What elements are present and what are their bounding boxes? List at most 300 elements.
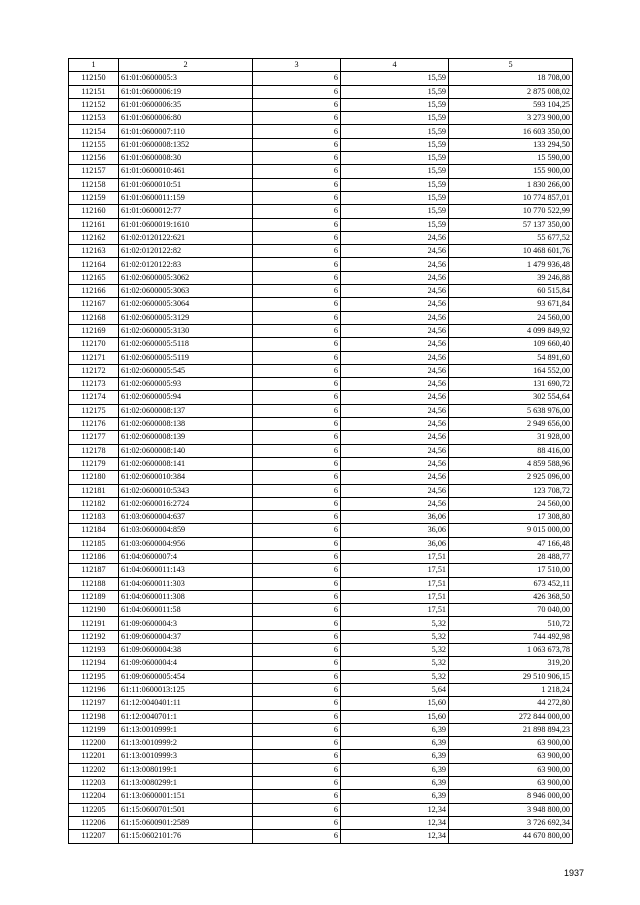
table-cell-col1: 112151: [69, 85, 119, 98]
table-row: [69, 218, 573, 231]
table-cell-col2: 61:02:0600005:545: [119, 364, 253, 377]
table-cell-col4: 24,56: [341, 418, 449, 431]
table-cell-col5: 1 479 936,48: [449, 258, 573, 271]
table-cell-col3: 6: [253, 511, 341, 524]
table-cell-col4: 24,56: [341, 431, 449, 444]
table-cell-col2: 61:09:0600004:38: [119, 644, 253, 657]
table-cell-col1: 112174: [69, 391, 119, 404]
table-cell-col2: 61:02:0600008:138: [119, 418, 253, 431]
table-cell-col2: 61:12:0040401:11: [119, 697, 253, 710]
table-row: [69, 351, 573, 364]
table-row: [69, 484, 573, 497]
table-cell-col5: 10 468 601,76: [449, 245, 573, 258]
table-cell-col5: 510,72: [449, 617, 573, 630]
table-row: [69, 258, 573, 271]
table-cell-col4: 24,56: [341, 298, 449, 311]
table-cell-col3: 6: [253, 205, 341, 218]
table-cell-col2: 61:01:0600019:1610: [119, 218, 253, 231]
table-cell-col3: 6: [253, 338, 341, 351]
table-cell-col5: 44 272,80: [449, 697, 573, 710]
table-cell-col5: 3 948 800,00: [449, 803, 573, 816]
table-row: [69, 125, 573, 138]
table-cell-col4: 5,32: [341, 630, 449, 643]
table-cell-col1: 112179: [69, 457, 119, 470]
table-row: [69, 777, 573, 790]
table-cell-col1: 112167: [69, 298, 119, 311]
column-header-1: 1: [69, 59, 119, 72]
table-cell-col5: 426 368,50: [449, 590, 573, 603]
table-cell-col4: 24,56: [341, 258, 449, 271]
table-cell-col4: 15,60: [341, 710, 449, 723]
table-row: [69, 98, 573, 111]
table-cell-col2: 61:13:0600001:151: [119, 790, 253, 803]
table-cell-col5: 673 452,11: [449, 577, 573, 590]
table-cell-col4: 15,59: [341, 138, 449, 151]
table-cell-col1: 112187: [69, 564, 119, 577]
table-cell-col5: 17 510,00: [449, 564, 573, 577]
table-cell-col2: 61:09:0600004:3: [119, 617, 253, 630]
table-cell-col3: 6: [253, 152, 341, 165]
table-cell-col5: 28 488,77: [449, 550, 573, 563]
table-cell-col1: 112191: [69, 617, 119, 630]
table-cell-col4: 24,56: [341, 351, 449, 364]
table-cell-col4: 5,32: [341, 617, 449, 630]
table-cell-col5: 63 900,00: [449, 763, 573, 776]
table-row: [69, 537, 573, 550]
table-cell-col2: 61:02:0600005:3064: [119, 298, 253, 311]
table-cell-col2: 61:04:0600007:4: [119, 550, 253, 563]
table-row: [69, 72, 573, 85]
table-cell-col5: 2 875 008,02: [449, 85, 573, 98]
table-cell-col1: 112175: [69, 404, 119, 417]
table-cell-col5: 10 770 522,99: [449, 205, 573, 218]
table-cell-col3: 6: [253, 457, 341, 470]
table-cell-col2: 61:02:0600016:2724: [119, 497, 253, 510]
table-cell-col2: 61:09:0600005:454: [119, 670, 253, 683]
table-cell-col5: 4 859 588,96: [449, 457, 573, 470]
table-cell-col3: 6: [253, 85, 341, 98]
table-cell-col2: 61:13:0080299:1: [119, 777, 253, 790]
table-cell-col5: 29 510 906,15: [449, 670, 573, 683]
table-cell-col1: 112154: [69, 125, 119, 138]
table-cell-col3: 6: [253, 564, 341, 577]
table-cell-col5: 54 891,60: [449, 351, 573, 364]
table-cell-col1: 112190: [69, 604, 119, 617]
table-cell-col5: 63 900,00: [449, 777, 573, 790]
table-cell-col1: 112177: [69, 431, 119, 444]
table-cell-col3: 6: [253, 737, 341, 750]
table-cell-col4: 12,34: [341, 830, 449, 843]
table-cell-col3: 6: [253, 98, 341, 111]
table-cell-col4: 36,06: [341, 511, 449, 524]
table-cell-col4: 6,39: [341, 750, 449, 763]
table-cell-col3: 6: [253, 112, 341, 125]
table-cell-col1: 112207: [69, 830, 119, 843]
table-cell-col3: 6: [253, 710, 341, 723]
table-cell-col1: 112150: [69, 72, 119, 85]
table-row: [69, 564, 573, 577]
table-row: [69, 670, 573, 683]
table-cell-col1: 112192: [69, 630, 119, 643]
table-cell-col3: 6: [253, 311, 341, 324]
table-cell-col1: 112201: [69, 750, 119, 763]
table-row: [69, 683, 573, 696]
table-cell-col3: 6: [253, 524, 341, 537]
table-cell-col2: 61:02:0600005:3062: [119, 271, 253, 284]
table-cell-col1: 112161: [69, 218, 119, 231]
table-cell-col2: 61:04:0600011:58: [119, 604, 253, 617]
table-cell-col2: 61:02:0120122:82: [119, 245, 253, 258]
table-cell-col3: 6: [253, 550, 341, 563]
table-cell-col5: 272 844 000,00: [449, 710, 573, 723]
table-cell-col2: 61:03:0600004:637: [119, 511, 253, 524]
table-cell-col5: 63 900,00: [449, 750, 573, 763]
table-cell-col2: 61:11:0600013:125: [119, 683, 253, 696]
table-cell-col3: 6: [253, 218, 341, 231]
table-cell-col2: 61:03:0600004:956: [119, 537, 253, 550]
table-cell-col4: 24,56: [341, 391, 449, 404]
table-row: [69, 657, 573, 670]
table-cell-col1: 112165: [69, 271, 119, 284]
table-cell-col5: 133 294,50: [449, 138, 573, 151]
table-cell-col1: 112200: [69, 737, 119, 750]
table-cell-col4: 24,56: [341, 285, 449, 298]
table-cell-col5: 15 590,00: [449, 152, 573, 165]
table-cell-col4: 24,56: [341, 338, 449, 351]
table-cell-col2: 61:02:0120122:621: [119, 231, 253, 244]
table-row: [69, 298, 573, 311]
table-cell-col4: 24,56: [341, 457, 449, 470]
table-cell-col4: 12,34: [341, 816, 449, 829]
table-cell-col3: 6: [253, 816, 341, 829]
table-cell-col4: 5,32: [341, 657, 449, 670]
table-cell-col5: 2 925 096,00: [449, 471, 573, 484]
table-row: [69, 471, 573, 484]
table-cell-col1: 112180: [69, 471, 119, 484]
table-cell-col1: 112153: [69, 112, 119, 125]
table-cell-col3: 6: [253, 364, 341, 377]
table-row: [69, 378, 573, 391]
table-cell-col1: 112203: [69, 777, 119, 790]
table-cell-col3: 6: [253, 830, 341, 843]
table-cell-col2: 61:01:0600010:51: [119, 178, 253, 191]
table-row: [69, 710, 573, 723]
table-cell-col2: 61:02:0600008:139: [119, 431, 253, 444]
table-row: [69, 723, 573, 736]
table-cell-col1: 112196: [69, 683, 119, 696]
table-cell-col1: 112160: [69, 205, 119, 218]
table-cell-col1: 112184: [69, 524, 119, 537]
table-cell-col1: 112156: [69, 152, 119, 165]
table-row: [69, 85, 573, 98]
table-row: [69, 617, 573, 630]
table-cell-col5: 302 554,64: [449, 391, 573, 404]
table-cell-col2: 61:01:0600007:110: [119, 125, 253, 138]
table-cell-col1: 112206: [69, 816, 119, 829]
table-cell-col5: 10 774 857,01: [449, 191, 573, 204]
table-cell-col1: 112205: [69, 803, 119, 816]
table-cell-col4: 15,59: [341, 85, 449, 98]
table-cell-col1: 112176: [69, 418, 119, 431]
table-cell-col1: 112204: [69, 790, 119, 803]
table-cell-col1: 112193: [69, 644, 119, 657]
table-cell-col4: 15,59: [341, 165, 449, 178]
table-cell-col2: 61:04:0600011:143: [119, 564, 253, 577]
table-cell-col4: 24,56: [341, 471, 449, 484]
table-cell-col2: 61:13:0010999:1: [119, 723, 253, 736]
table-cell-col2: 61:02:0600010:384: [119, 471, 253, 484]
table-cell-col3: 6: [253, 617, 341, 630]
table-cell-col4: 5,32: [341, 644, 449, 657]
table-cell-col2: 61:15:0600701:501: [119, 803, 253, 816]
table-cell-col4: 15,59: [341, 218, 449, 231]
table-cell-col4: 6,39: [341, 737, 449, 750]
table-cell-col1: 112162: [69, 231, 119, 244]
table-cell-col3: 6: [253, 497, 341, 510]
table-cell-col2: 61:01:0600008:1352: [119, 138, 253, 151]
table-cell-col2: 61:01:0600006:35: [119, 98, 253, 111]
table-cell-col1: 112198: [69, 710, 119, 723]
table-cell-col1: 112178: [69, 444, 119, 457]
table-cell-col2: 61:13:0010999:2: [119, 737, 253, 750]
table-cell-col3: 6: [253, 258, 341, 271]
table-cell-col3: 6: [253, 138, 341, 151]
table-cell-col4: 24,56: [341, 271, 449, 284]
table-cell-col4: 24,56: [341, 404, 449, 417]
table-cell-col5: 9 015 000,00: [449, 524, 573, 537]
column-header-2: 2: [119, 59, 253, 72]
table-cell-col3: 6: [253, 72, 341, 85]
table-cell-col4: 12,34: [341, 803, 449, 816]
table-cell-col1: 112155: [69, 138, 119, 151]
column-header-5: 5: [449, 59, 573, 72]
table-cell-col3: 6: [253, 537, 341, 550]
table-cell-col5: 17 308,80: [449, 511, 573, 524]
table-cell-col5: 70 040,00: [449, 604, 573, 617]
table-cell-col3: 6: [253, 125, 341, 138]
table-cell-col3: 6: [253, 750, 341, 763]
table-cell-col3: 6: [253, 604, 341, 617]
table-cell-col3: 6: [253, 351, 341, 364]
table-row: [69, 245, 573, 258]
table-cell-col4: 15,59: [341, 112, 449, 125]
table-cell-col4: 6,39: [341, 763, 449, 776]
table-cell-col3: 6: [253, 324, 341, 337]
table-cell-col1: 112185: [69, 537, 119, 550]
table-row: [69, 165, 573, 178]
table-row: [69, 152, 573, 165]
table-cell-col4: 15,59: [341, 125, 449, 138]
table-row: [69, 431, 573, 444]
table-cell-col5: 31 928,00: [449, 431, 573, 444]
table-cell-col2: 61:01:0600010:461: [119, 165, 253, 178]
table-cell-col3: 6: [253, 165, 341, 178]
table-cell-col2: 61:02:0600005:94: [119, 391, 253, 404]
table-row: [69, 444, 573, 457]
table-cell-col4: 17,51: [341, 604, 449, 617]
table-cell-col1: 112182: [69, 497, 119, 510]
table-row: [69, 391, 573, 404]
table-cell-col5: 4 099 849,92: [449, 324, 573, 337]
table-cell-col1: 112181: [69, 484, 119, 497]
table-cell-col5: 24 560,00: [449, 497, 573, 510]
table-cell-col4: 15,59: [341, 72, 449, 85]
table-cell-col2: 61:09:0600004:37: [119, 630, 253, 643]
table-cell-col3: 6: [253, 391, 341, 404]
table-cell-col3: 6: [253, 683, 341, 696]
table-row: [69, 205, 573, 218]
table-cell-col5: 63 900,00: [449, 737, 573, 750]
table-cell-col3: 6: [253, 670, 341, 683]
table-cell-col5: 109 660,40: [449, 338, 573, 351]
table-cell-col5: 18 708,00: [449, 72, 573, 85]
table-cell-col5: 24 560,00: [449, 311, 573, 324]
table-cell-col1: 112195: [69, 670, 119, 683]
table-row: [69, 524, 573, 537]
table-cell-col4: 15,60: [341, 697, 449, 710]
table-cell-col4: 24,56: [341, 444, 449, 457]
table-cell-col4: 24,56: [341, 231, 449, 244]
table-cell-col5: 593 104,25: [449, 98, 573, 111]
table-cell-col3: 6: [253, 657, 341, 670]
table-cell-col5: 8 946 000,00: [449, 790, 573, 803]
table-row: [69, 364, 573, 377]
table-cell-col4: 15,59: [341, 98, 449, 111]
table-cell-col2: 61:02:0600010:5343: [119, 484, 253, 497]
table-cell-col5: 39 246,88: [449, 271, 573, 284]
table-row: [69, 577, 573, 590]
table-cell-col5: 60 515,84: [449, 285, 573, 298]
table-cell-col1: 112173: [69, 378, 119, 391]
table-cell-col3: 6: [253, 577, 341, 590]
table-cell-col2: 61:02:0600008:137: [119, 404, 253, 417]
table-cell-col1: 112197: [69, 697, 119, 710]
table-cell-col5: 5 638 976,00: [449, 404, 573, 417]
table-cell-col2: 61:09:0600004:4: [119, 657, 253, 670]
table-cell-col4: 24,56: [341, 364, 449, 377]
table-cell-col4: 17,51: [341, 564, 449, 577]
table-cell-col2: 61:12:0040701:1: [119, 710, 253, 723]
table-row: [69, 644, 573, 657]
table-cell-col2: 61:01:0600011:159: [119, 191, 253, 204]
table-row: [69, 630, 573, 643]
table-cell-col2: 61:02:0120122:83: [119, 258, 253, 271]
table-cell-col3: 6: [253, 271, 341, 284]
table-row: [69, 112, 573, 125]
table-cell-col5: 1 218,24: [449, 683, 573, 696]
table-row: [69, 750, 573, 763]
table-cell-col3: 6: [253, 777, 341, 790]
table-cell-col1: 112183: [69, 511, 119, 524]
table-cell-col3: 6: [253, 471, 341, 484]
table-cell-col2: 61:01:0600005:3: [119, 72, 253, 85]
table-cell-col4: 24,56: [341, 245, 449, 258]
table-row: [69, 418, 573, 431]
table-cell-col2: 61:02:0600008:141: [119, 457, 253, 470]
table-cell-col1: 112169: [69, 324, 119, 337]
table-cell-col2: 61:03:0600004:859: [119, 524, 253, 537]
table-cell-col3: 6: [253, 245, 341, 258]
table-cell-col3: 6: [253, 285, 341, 298]
table-cell-col4: 36,06: [341, 524, 449, 537]
table-cell-col3: 6: [253, 231, 341, 244]
table-row: [69, 497, 573, 510]
table-cell-col2: 61:01:0600008:30: [119, 152, 253, 165]
column-header-4: 4: [341, 59, 449, 72]
table-row: [69, 338, 573, 351]
table-cell-col1: 112171: [69, 351, 119, 364]
table-cell-col1: 112172: [69, 364, 119, 377]
table-cell-col3: 6: [253, 404, 341, 417]
page-number: 1937: [563, 868, 584, 878]
table-row: [69, 550, 573, 563]
table-cell-col2: 61:02:0600005:3063: [119, 285, 253, 298]
table-cell-col5: 44 670 800,00: [449, 830, 573, 843]
table-row: [69, 285, 573, 298]
table-cell-col4: 5,32: [341, 670, 449, 683]
table-cell-col5: 93 671,84: [449, 298, 573, 311]
table-row: [69, 271, 573, 284]
table-cell-col1: 112168: [69, 311, 119, 324]
table-cell-col3: 6: [253, 590, 341, 603]
table-cell-col1: 112199: [69, 723, 119, 736]
table-cell-col3: 6: [253, 723, 341, 736]
table-cell-col5: 155 900,00: [449, 165, 573, 178]
table-cell-col3: 6: [253, 630, 341, 643]
table-cell-col5: 88 416,00: [449, 444, 573, 457]
table-cell-col4: 15,59: [341, 191, 449, 204]
table-cell-col1: 112152: [69, 98, 119, 111]
table-cell-col1: 112194: [69, 657, 119, 670]
table-cell-col2: 61:02:0600005:5118: [119, 338, 253, 351]
table-row: [69, 178, 573, 191]
table-cell-col2: 61:04:0600011:308: [119, 590, 253, 603]
table-cell-col3: 6: [253, 763, 341, 776]
table-cell-col3: 6: [253, 803, 341, 816]
table-row: [69, 511, 573, 524]
table-row: [69, 763, 573, 776]
table-cell-col5: 16 603 350,00: [449, 125, 573, 138]
table-cell-col3: 6: [253, 644, 341, 657]
table-cell-col1: 112159: [69, 191, 119, 204]
table-cell-col2: 61:01:0600006:80: [119, 112, 253, 125]
table-cell-col1: 112186: [69, 550, 119, 563]
table-cell-col2: 61:01:0600006:19: [119, 85, 253, 98]
table-cell-col1: 112166: [69, 285, 119, 298]
table-cell-col3: 6: [253, 178, 341, 191]
table-cell-col4: 17,51: [341, 550, 449, 563]
table-row: [69, 311, 573, 324]
table-cell-col4: 17,51: [341, 590, 449, 603]
table-row: [69, 138, 573, 151]
table-cell-col4: 15,59: [341, 178, 449, 191]
table-cell-col2: 61:02:0600005:5119: [119, 351, 253, 364]
table-row: [69, 404, 573, 417]
table-cell-col5: 2 949 656,00: [449, 418, 573, 431]
table-cell-col5: 319,20: [449, 657, 573, 670]
table-row: [69, 830, 573, 843]
table-cell-col2: 61:13:0010999:3: [119, 750, 253, 763]
table-cell-col1: 112170: [69, 338, 119, 351]
table-cell-col2: 61:15:0602101:76: [119, 830, 253, 843]
table-cell-col4: 24,56: [341, 484, 449, 497]
table-cell-col2: 61:04:0600011:303: [119, 577, 253, 590]
table-cell-col1: 112157: [69, 165, 119, 178]
table-cell-col5: 744 492,98: [449, 630, 573, 643]
table-cell-col5: 55 677,52: [449, 231, 573, 244]
table-cell-col4: 24,56: [341, 311, 449, 324]
table-row: [69, 816, 573, 829]
